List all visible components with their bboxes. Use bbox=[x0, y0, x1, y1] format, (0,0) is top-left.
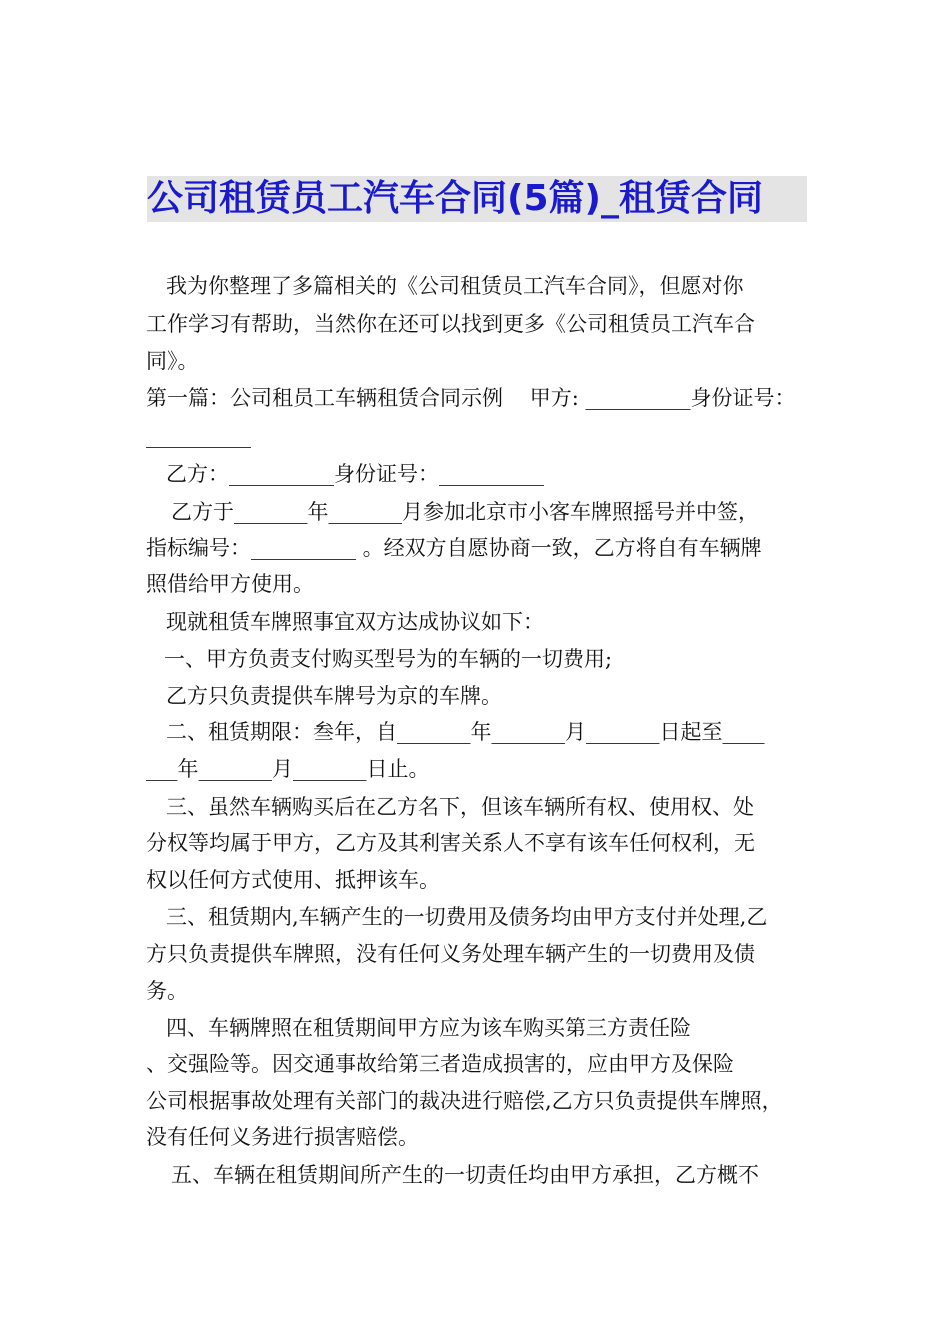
body-line: 乙方只负责提供车牌号为京的车牌。 bbox=[166, 684, 502, 708]
body-line: 一、甲方负责支付购买型号为的车辆的一切费用; bbox=[164, 647, 613, 671]
body-line: 务。 bbox=[146, 979, 188, 1003]
body-line: 三、虽然车辆购买后在乙方名下，但该车辆所有权、使用权、处 bbox=[166, 795, 754, 819]
body-line: 乙方于_______年_______月参加北京市小客车牌照摇号并中签， bbox=[171, 500, 759, 524]
body-line: 分权等均属于甲方，乙方及其利害关系人不享有该车任何权利，无 bbox=[146, 831, 755, 855]
body-line: 权以任何方式使用、抵押该车。 bbox=[146, 868, 440, 892]
title-highlight bbox=[147, 176, 807, 222]
body-line: 同》。 bbox=[146, 349, 199, 373]
body-line: 、交强险等。因交通事故给第三者造成损害的，应由甲方及保险 bbox=[146, 1052, 734, 1076]
body-line: 第一篇：公司租员工车辆租赁合同示例 甲方: __________身份证号： bbox=[146, 386, 796, 410]
body-line: 指标编号：__________ 。经双方自愿协商一致，乙方将自有车辆牌 bbox=[146, 536, 762, 560]
body-line: 我为你整理了多篇相关的《公司租赁员工汽车合同》，但愿对你 bbox=[166, 274, 744, 298]
body-line: ___年_______月_______日止。 bbox=[146, 757, 430, 781]
body-line: 方只负责提供车牌照，没有任何义务处理车辆产生的一切费用及债 bbox=[146, 942, 755, 966]
document-title: 公司租赁员工汽车合同(5篇)_租赁合同 bbox=[147, 178, 763, 219]
body-line: __________ bbox=[146, 424, 251, 448]
body-line: 工作学习有帮助，当然你在还可以找到更多《公司租赁员工汽车合 bbox=[146, 312, 755, 336]
body-line: 现就租赁车牌照事宜双方达成协议如下： bbox=[166, 610, 544, 634]
body-line: 乙方：__________身份证号：__________ bbox=[166, 462, 544, 486]
body-line: 没有任何义务进行损害赔偿。 bbox=[146, 1125, 419, 1149]
body-line: 三、租赁期内,车辆产生的一切费用及债务均由甲方支付并处理,乙 bbox=[166, 905, 768, 929]
body-line: 五、车辆在租赁期间所产生的一切责任均由甲方承担，乙方概不 bbox=[171, 1163, 759, 1187]
body-line: 四、车辆牌照在租赁期间甲方应为该车购买第三方责任险 bbox=[166, 1016, 691, 1040]
body-line: 二、租赁期限：叁年，自_______年_______月_______日起至____ bbox=[166, 720, 765, 744]
body-line: 照借给甲方使用。 bbox=[146, 572, 314, 596]
body-line: 公司根据事故处理有关部门的裁决进行赔偿,乙方只负责提供车牌照， bbox=[146, 1089, 783, 1113]
